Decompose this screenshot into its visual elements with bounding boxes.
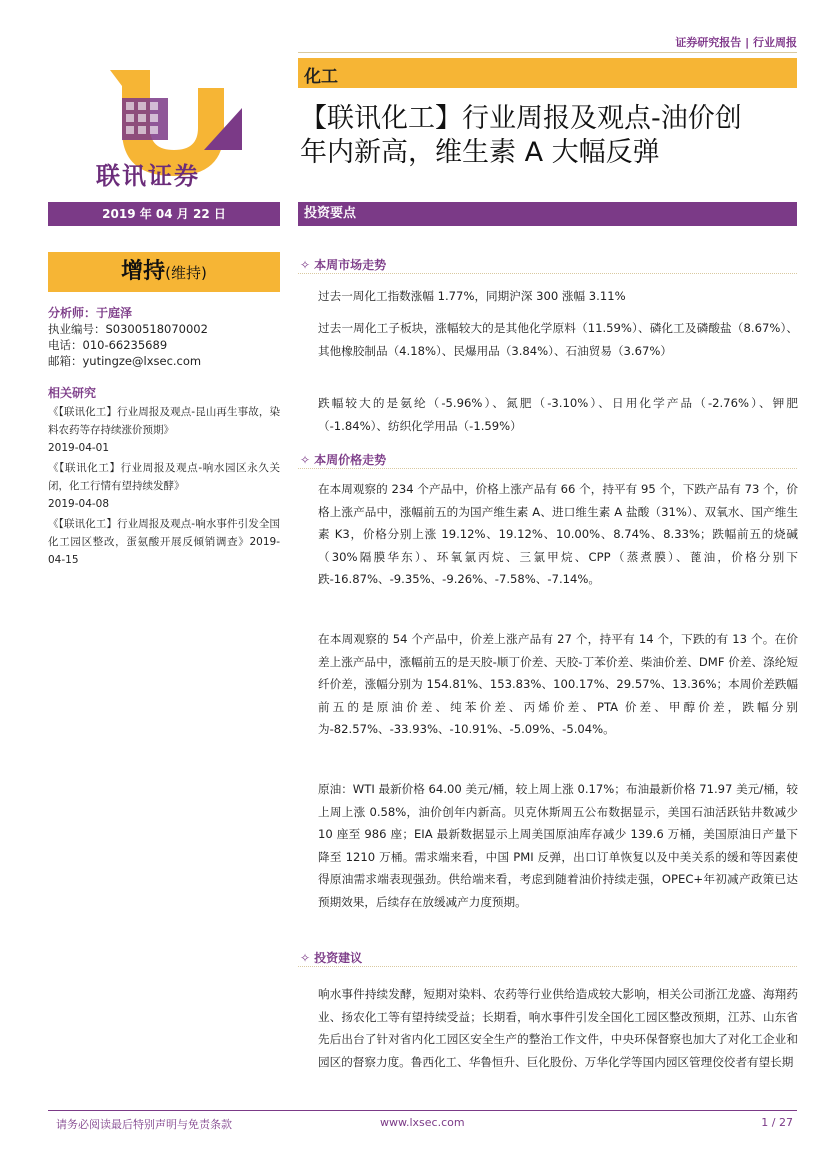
- related-research-list: [48, 403, 280, 569]
- rating-box: [48, 252, 280, 292]
- section-divider: [298, 966, 797, 967]
- logo-text: 联讯证券: [96, 161, 200, 190]
- industry-label: 化工: [304, 67, 338, 87]
- report-date: 2019 年 04 月 22 日: [48, 202, 280, 226]
- paragraph: 跌幅较大的是氨纶（-5.96%）、氮肥（-3.10%）、日用化学产品（-2.76%）、钾肥（-1.84%）、纺织化学用品（-1.59%）: [318, 396, 798, 433]
- footer-disclaimer[interactable]: 请务必阅读最后特别声明与免责条款: [56, 1118, 232, 1131]
- report-title: [300, 102, 800, 170]
- related-item[interactable]: 《【联讯化工】行业周报及观点-响水园区永久关闭，化工行情有望持续发酵》: [48, 462, 280, 492]
- title-line-2: 年内新高，维生素 A 大幅反弹: [300, 137, 660, 168]
- header-divider: [298, 52, 797, 53]
- page-number: 1 / 27: [761, 1116, 793, 1129]
- analyst-license: 执业编号：S0300518070002: [48, 322, 208, 336]
- diamond-icon: ✧: [300, 951, 311, 965]
- analyst-phone: 电话：010-66235689: [48, 338, 168, 352]
- related-item[interactable]: 《【联讯化工】行业周报及观点-昆山再生事故，染料农药等存持续涨价预期》: [48, 406, 280, 436]
- related-item-date: 2019-04-08: [48, 498, 110, 510]
- rating-main: 增持: [121, 259, 166, 284]
- diamond-icon: ✧: [300, 258, 311, 272]
- report-type-tag: 证券研究报告 | 行业周报: [675, 36, 797, 49]
- analyst-name: 分析师：于庭泽: [48, 306, 133, 320]
- footer-url[interactable]: www.lxsec.com: [380, 1116, 465, 1129]
- section-heading-text: 本周价格走势: [314, 453, 387, 467]
- paragraph: 原油：WTI 最新价格 64.00 美元/桶，较上周上涨 0.17%；布油最新价格 71.97 美元/桶，较上周上涨 0.58%，油价创年内新高。贝克休斯周五公布数据显示，美国石油活跃钻井数减少 10 座至 986 座；EIA 最新数据显示上周美国原油库存减少 139.6 万桶，美国原油日产量下降至 1210 万桶。需求端来看，中国 PMI 反弹，出口订单恢复以及中美关系的缓和等因素使得原油需求端表现强劲。供给端来看，考虑到随着油价持续走强，OPEC+年初减产政策已达预期效果，后续存在放缓减产力度预期。: [318, 782, 798, 909]
- paragraph: 在本周观察的 54 个产品中，价差上涨产品有 27 个，持平有 14 个，下跌的有 13 个。在价差上涨产品中，涨幅前五的是天胶-顺丁价差、天胶-丁苯价差、柴油价差、DMF 价差、涤纶短纤价差，涨幅分别为 154.81%、153.83%、100.17%、29.57%、13.36%；本周价差跌幅前五的是原油价差、纯苯价差、丙烯价差、PTA 价差、甲醇价差，跌幅分别为-82.57%、-33.93%、-10.91%、-5.09%、-5.04%。: [318, 632, 798, 736]
- paragraph: 响水事件持续发酵，短期对染料、农药等行业供给造成较大影响，相关公司浙江龙盛、海翔药业、扬农化工等有望持续受益；长期看，响水事件引发全国化工园区整改预期，江苏、山东省先后出台了针对省内化工园区安全生产的整治工作文件，中央环保督察也加大了对化工企业和园区的督察力度。鲁西化工、华鲁恒升、巨化股份、万华化学等国内园区管理佼佼者有望长期: [318, 987, 798, 1069]
- section-heading-advice: [300, 949, 362, 966]
- title-line-1: 【联讯化工】行业周报及观点-油价创: [300, 103, 742, 134]
- section-heading-market: [300, 256, 386, 273]
- section-divider: [298, 468, 797, 469]
- diamond-icon: ✧: [300, 453, 311, 467]
- footer-divider: [48, 1110, 797, 1111]
- rating-sub: (维持): [165, 264, 207, 282]
- industry-bar: [298, 58, 797, 88]
- section-heading-text: 投资建议: [314, 951, 363, 965]
- paragraph: 过去一周化工子板块，涨幅较大的是其他化学原料（11.59%）、磷化工及磷酸盐（8.67%）、其他橡胶制品（4.18%）、民爆用品（3.84%）、石油贸易（3.67%）: [318, 321, 798, 358]
- related-item-date: 2019-04-01: [48, 442, 110, 454]
- analyst-email[interactable]: 邮箱：yutingze@lxsec.com: [48, 354, 202, 368]
- paragraph: 过去一周化工指数涨幅 1.77%，同期沪深 300 涨幅 3.11%: [318, 289, 626, 303]
- related-research-title: 相关研究: [48, 386, 97, 400]
- paragraph: 在本周观察的 234 个产品中，价格上涨产品有 66 个，持平有 95 个，下跌产品有 73 个，价格上涨产品中，涨幅前五的为国产维生素 A、进口维生素 A 盐酸（31%）、双氧水、国产维生素 K3，价格分别上涨 19.12%、19.12%、10.00%、8.74%、8.33%；跌幅前五的烧碱（30%隔膜华东）、环氧氯丙烷、三氯甲烷、CPP（蒸煮膜）、蓖油，价格分别下跌-16.87%、-9.35%、-9.26%、-7.58%、-7.14%。: [318, 482, 798, 586]
- section-divider: [298, 273, 797, 274]
- section-heading-text: 本周市场走势: [314, 258, 387, 272]
- analyst-info: [48, 305, 288, 369]
- key-points-bar: 投资要点: [298, 202, 797, 226]
- section-heading-price: [300, 451, 386, 468]
- related-item[interactable]: 《【联讯化工】行业周报及观点-响水事件引发全国化工园区整改，蛋氨酸开展反倾销调查》2019-04-15: [48, 518, 280, 566]
